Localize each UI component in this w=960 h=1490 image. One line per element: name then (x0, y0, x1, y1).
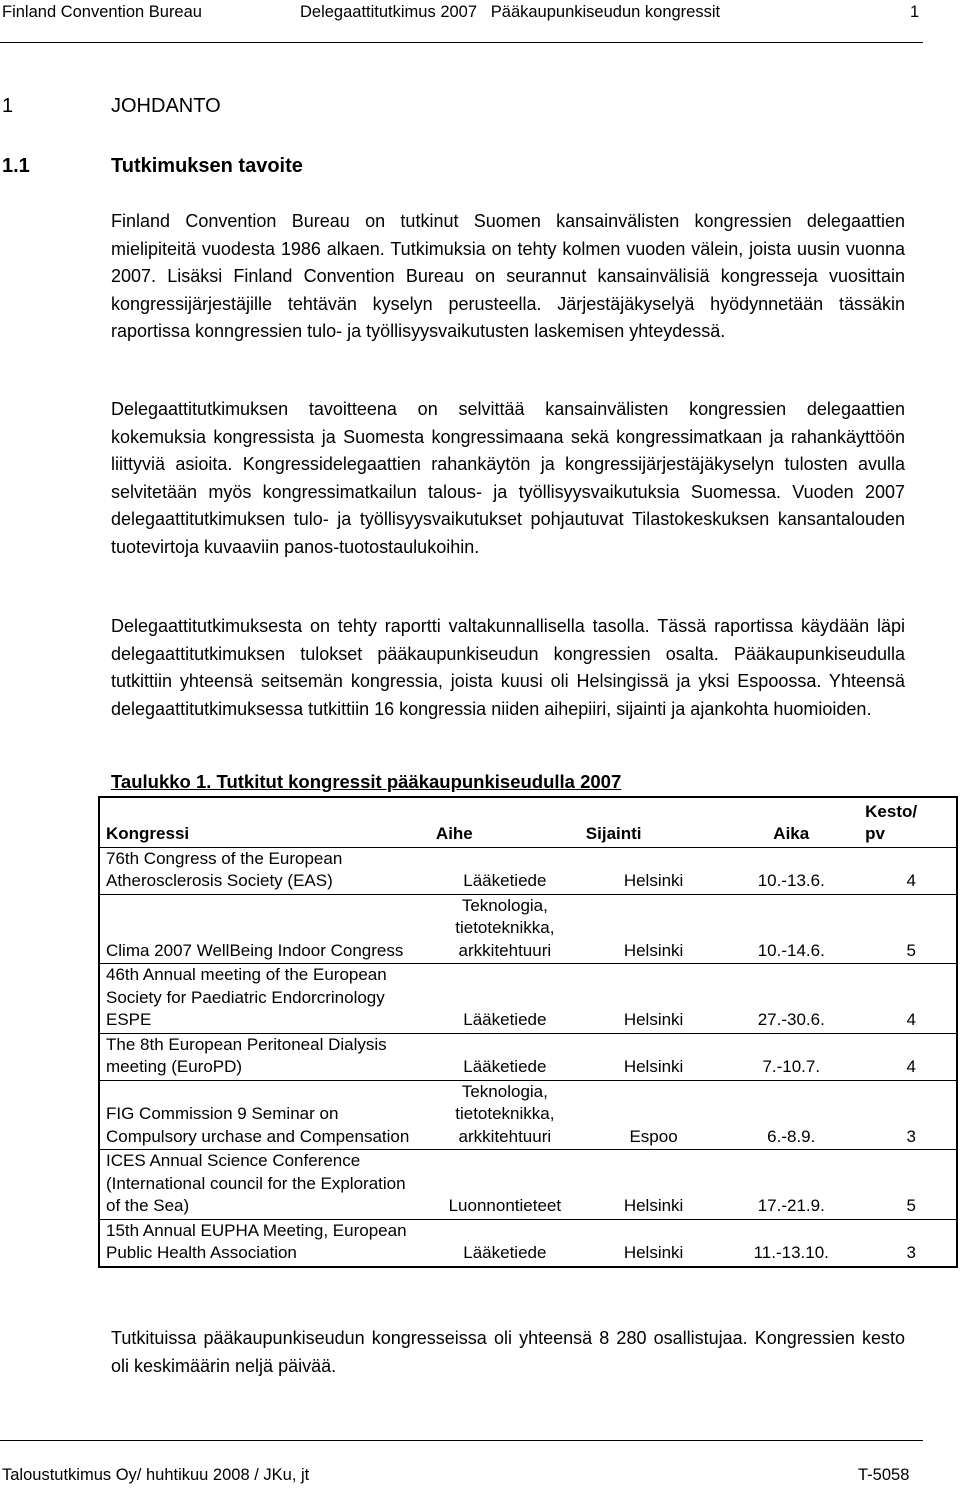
header-aika: Aika (727, 797, 855, 847)
cell-date: 17.-21.9. (727, 1150, 855, 1220)
cell-congress: 76th Congress of the European Atherosclerosis Society (EAS) (99, 847, 430, 894)
header-rule (0, 42, 923, 43)
header-org: Finland Convention Bureau (2, 3, 202, 21)
footer-left: Taloustutkimus Oy/ huhtikuu 2008 / JKu, jt (2, 1466, 310, 1484)
cell-days: 4 (855, 1033, 957, 1080)
table-row (99, 847, 957, 894)
table-header-row (99, 797, 957, 847)
cell-place: Helsinki (580, 894, 728, 964)
cell-topic: Lääketiede (430, 1033, 580, 1080)
header-kongressi: Kongressi (99, 797, 430, 847)
table-row (99, 894, 957, 964)
cell-date: 27.-30.6. (727, 964, 855, 1034)
cell-congress: 46th Annual meeting of the European Society for Paediatric Endorcrinology ESPE (99, 964, 430, 1034)
cell-days: 5 (855, 1150, 957, 1220)
cell-place: Helsinki (580, 847, 728, 894)
header-kesto-line2: pv (865, 824, 885, 843)
subsection-title: Tutkimuksen tavoite (111, 155, 303, 177)
paragraph-3: Delegaattitutkimuksesta on tehty raportti valtakunnallisella tasolla. Tässä raportissa käydään läpi delegaattitutkimuksen tulokset pääkaupunkiseudun kongressien osalta. Pääkaupunkiseudulla tutkittiin yhteensä seitsemän kongressia, joista kuusi oli Helsingissä ja yksi Espoossa. Yhteensä delegaattitutkimuksessa tutkittiin 16 kongressia niiden aihepiiri, sijainti ja ajankohta huomioiden. (111, 616, 905, 719)
footer-rule (0, 1440, 923, 1441)
subsection-number: 1.1 (2, 155, 30, 177)
header-page-number: 1 (910, 3, 920, 21)
cell-topic: Lääketiede (430, 964, 580, 1034)
cell-topic: Lääketiede (430, 1219, 580, 1267)
cell-days: 3 (855, 1080, 957, 1150)
cell-topic: Luonnontieteet (430, 1150, 580, 1220)
header-kesto-line1: Kesto/ (865, 801, 918, 821)
cell-date: 10.-13.6. (727, 847, 855, 894)
cell-date: 11.-13.10. (727, 1219, 855, 1267)
footer-right: T-5058 (858, 1466, 910, 1484)
cell-congress: The 8th European Peritoneal Dialysis meeting (EuroPD) (99, 1033, 430, 1080)
paragraph-1: Finland Convention Bureau on tutkinut Suomen kansainvälisten kongressien delegaattien mielipiteitä vuodesta 1986 alkaen. Tutkimuksia on tehty kolmen vuoden välein, joista uusin vuonna 2007. Lisäksi Finland Convention Bureau on seurannut kansainvälisiä kongresseja vuosittain kongressijärjestäjille tehtävän kyselyn perusteella. Järjestäjäkyselyä hyödynnetään tässäkin raportissa konngressien tulo- ja työllisyysvaikutusten laskemisen yhteydessä. (111, 211, 905, 341)
table-row (99, 1033, 957, 1080)
table-row (99, 1219, 957, 1267)
cell-days: 3 (855, 1219, 957, 1267)
cell-days: 4 (855, 964, 957, 1034)
cell-place: Helsinki (580, 964, 728, 1034)
closing-paragraph: Tutkituissa pääkaupunkiseudun kongresseissa oli yhteensä 8 280 osallistujaa. Kongressien kesto oli keskimäärin neljä päivää. (111, 1328, 905, 1376)
table-row (99, 1150, 957, 1220)
table-row (99, 1080, 957, 1150)
cell-topic: Teknologia, tietoteknikka, arkkitehtuuri (430, 894, 580, 964)
cell-date: 10.-14.6. (727, 894, 855, 964)
cell-place: Helsinki (580, 1219, 728, 1267)
cell-days: 5 (855, 894, 957, 964)
header-kesto (855, 797, 957, 847)
section-title: JOHDANTO (111, 95, 221, 117)
table-caption: Taulukko 1. Tutkitut kongressit pääkaupunkiseudulla 2007 (111, 771, 622, 792)
cell-congress: Clima 2007 WellBeing Indoor Congress (99, 894, 430, 964)
cell-days: 4 (855, 847, 957, 894)
cell-congress: 15th Annual EUPHA Meeting, European Public Health Association (99, 1219, 430, 1267)
table-row (99, 964, 957, 1034)
header-aihe: Aihe (430, 797, 580, 847)
paragraph-2: Delegaattitutkimuksen tavoitteena on selvittää kansainvälisten kongressien delegaattien kokemuksia kongressista ja Suomesta kongressimaana sekä kongressimatkaan ja rahankäyttöön liittyviä asioita. Kongressidelegaattien rahankäytön ja kongressijärjestäjäkyselyn tulosten avulla selvitetään myös kongressimatkailun talous- ja työllisyysvaikutuksia Suomessa. Vuoden 2007 delegaattitutkimuksen tulo- ja työllisyysvaikutukset pohjautuvat Tilastokeskuksen kansantalouden tuotevirtoja kuvaaviin panos-tuotostaulukoihin. (111, 399, 905, 557)
cell-topic: Teknologia, tietoteknikka, arkkitehtuuri (430, 1080, 580, 1150)
cell-place: Espoo (580, 1080, 728, 1150)
header-sijainti: Sijainti (580, 797, 728, 847)
cell-date: 7.-10.7. (727, 1033, 855, 1080)
cell-place: Helsinki (580, 1033, 728, 1080)
section-number: 1 (2, 95, 14, 117)
cell-place: Helsinki (580, 1150, 728, 1220)
congress-table (98, 796, 958, 1268)
cell-congress: ICES Annual Science Conference (International council for the Exploration of the Sea) (99, 1150, 430, 1220)
header-title: Delegaattitutkimus 2007 Pääkaupunkiseudun kongressit (300, 3, 721, 21)
cell-congress: FIG Commission 9 Seminar on Compulsory urchase and Compensation (99, 1080, 430, 1150)
cell-date: 6.-8.9. (727, 1080, 855, 1150)
cell-topic: Lääketiede (430, 847, 580, 894)
